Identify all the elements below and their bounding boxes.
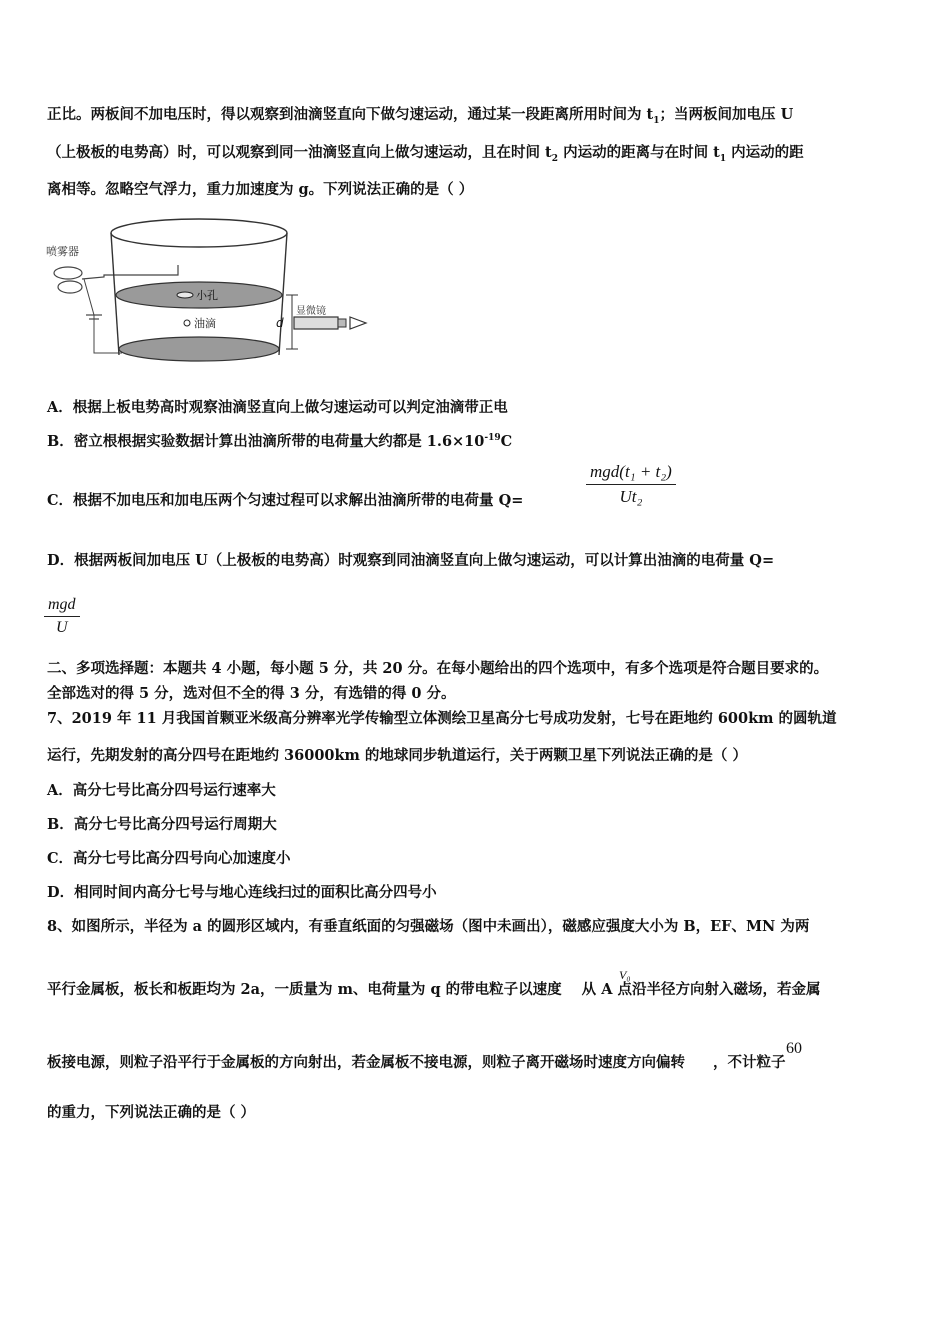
fraction-c-numerator: mgd(t₁ + t₂) — [590, 462, 672, 481]
fraction-d — [44, 596, 80, 637]
section2-line-2: 全部选对的得 5 分，选对但不全的得 3 分，有选错的得 0 分。 — [47, 685, 456, 702]
fraction-c — [586, 462, 676, 507]
fraction-d-denominator: U — [56, 619, 68, 636]
drop-label: 油滴 — [194, 317, 216, 330]
fraction-c-denominator: Ut₂ — [619, 487, 643, 506]
q6-option-d: D．根据两板间加电压 U（上极板的电势高）时观察到同油滴竖直向上做匀速运动，可以计算出油滴的电荷量 Q= — [47, 552, 775, 569]
section2-line-1: 二、多项选择题：本题共 4 小题，每小题 5 分，共 20 分。在每小题给出的四个选项中，有多个选项是符合题目要求的。 — [47, 660, 829, 677]
intro-line-3: 离相等。忽略空气浮力，重力加速度为 g。下列说法正确的是（ ） — [47, 181, 474, 198]
q6-option-c: C．根据不加电压和加电压两个匀速过程可以求解出油滴所带的电荷量 Q= — [47, 492, 524, 509]
hole-label: 小孔 — [196, 289, 218, 302]
fraction-bar — [44, 616, 80, 617]
intro-line-1: 正比。两板间不加电压时，得以观察到油滴竖直向下做匀速运动，通过某一段距离所用时间为 $t_1$；当两板间加电压 U — [47, 106, 794, 126]
apparatus-diagram — [44, 215, 394, 375]
d-label: d — [276, 316, 284, 330]
oil-drop-icon — [184, 320, 190, 326]
q8-stem-line-4: 的重力，下列说法正确的是（ ） — [47, 1104, 256, 1121]
velocity-v0: V₀ — [619, 968, 631, 982]
eye-icon — [350, 317, 366, 329]
q7-stem-line-1: 7、2019 年 11 月我国首颗亚米级高分辨率光学传输型立体测绘卫星高分七号成功发射，七号在距地约 600km 的圆轨道 — [47, 710, 837, 727]
q6-option-b: B．密立根根据实验数据计算出油滴所带的电荷量大约都是 $1.6\times 10^{-19}C$ — [47, 433, 513, 450]
fraction-d-numerator: mgd — [48, 596, 76, 613]
intro-line-2: （上极板的电势高）时，可以观察到同一油滴竖直向上做匀速运动，且在时间 $t_2$ 内运动的距离与在时间 $t_1$ 内运动的距 — [47, 144, 804, 164]
sprayer-bulb-icon-2 — [58, 281, 82, 293]
q8-stem-line-2: 平行金属板，板长和板距均为 2a，一质量为 m、电荷量为 q 的带电粒子以速度 从 A 点沿半径方向射入磁场，若金属 — [47, 981, 821, 998]
lower-plate — [119, 337, 279, 361]
millikan-apparatus-figure — [44, 215, 394, 375]
q8-stem-line-1: 8、如图所示，半径为 a 的圆形区域内，有垂直纸面的匀强磁场（图中未画出），磁感应强度大小为 B，EF、MN 为两 — [47, 918, 810, 935]
q8-stem-line-3: 板接电源，则粒子沿平行于金属板的方向射出，若金属板不接电源，则粒子离开磁场时速度方向偏转 ，不计粒子 — [47, 1054, 786, 1071]
q7-option-c: C．高分七号比高分四号向心加速度小 — [47, 850, 291, 867]
microscope-icon — [294, 317, 338, 329]
q7-stem-line-2: 运行，先期发射的高分四号在距地约 36000km 的地球同步轨道运行，关于两颗卫星下列说法正确的是（ ） — [47, 747, 747, 764]
q7-option-a: A．高分七号比高分四号运行速率大 — [47, 782, 276, 799]
q6-option-a: A．根据上板电势高时观察油滴竖直向上做匀速运动可以判定油滴带正电 — [47, 399, 508, 416]
fraction-bar — [586, 484, 676, 485]
sprayer-bulb-icon — [54, 267, 82, 279]
sprayer-label: 喷雾器 — [46, 245, 79, 258]
q7-option-b: B．高分七号比高分四号运行周期大 — [47, 816, 277, 833]
sprayer-tube — [82, 265, 178, 279]
cylinder-top — [111, 219, 287, 247]
microscope-label: 显微镜 — [296, 306, 326, 317]
angle-60: 60 — [786, 1040, 802, 1057]
small-hole-icon — [177, 292, 193, 298]
q7-option-d: D．相同时间内高分七号与地心连线扫过的面积比高分四号小 — [47, 884, 437, 901]
